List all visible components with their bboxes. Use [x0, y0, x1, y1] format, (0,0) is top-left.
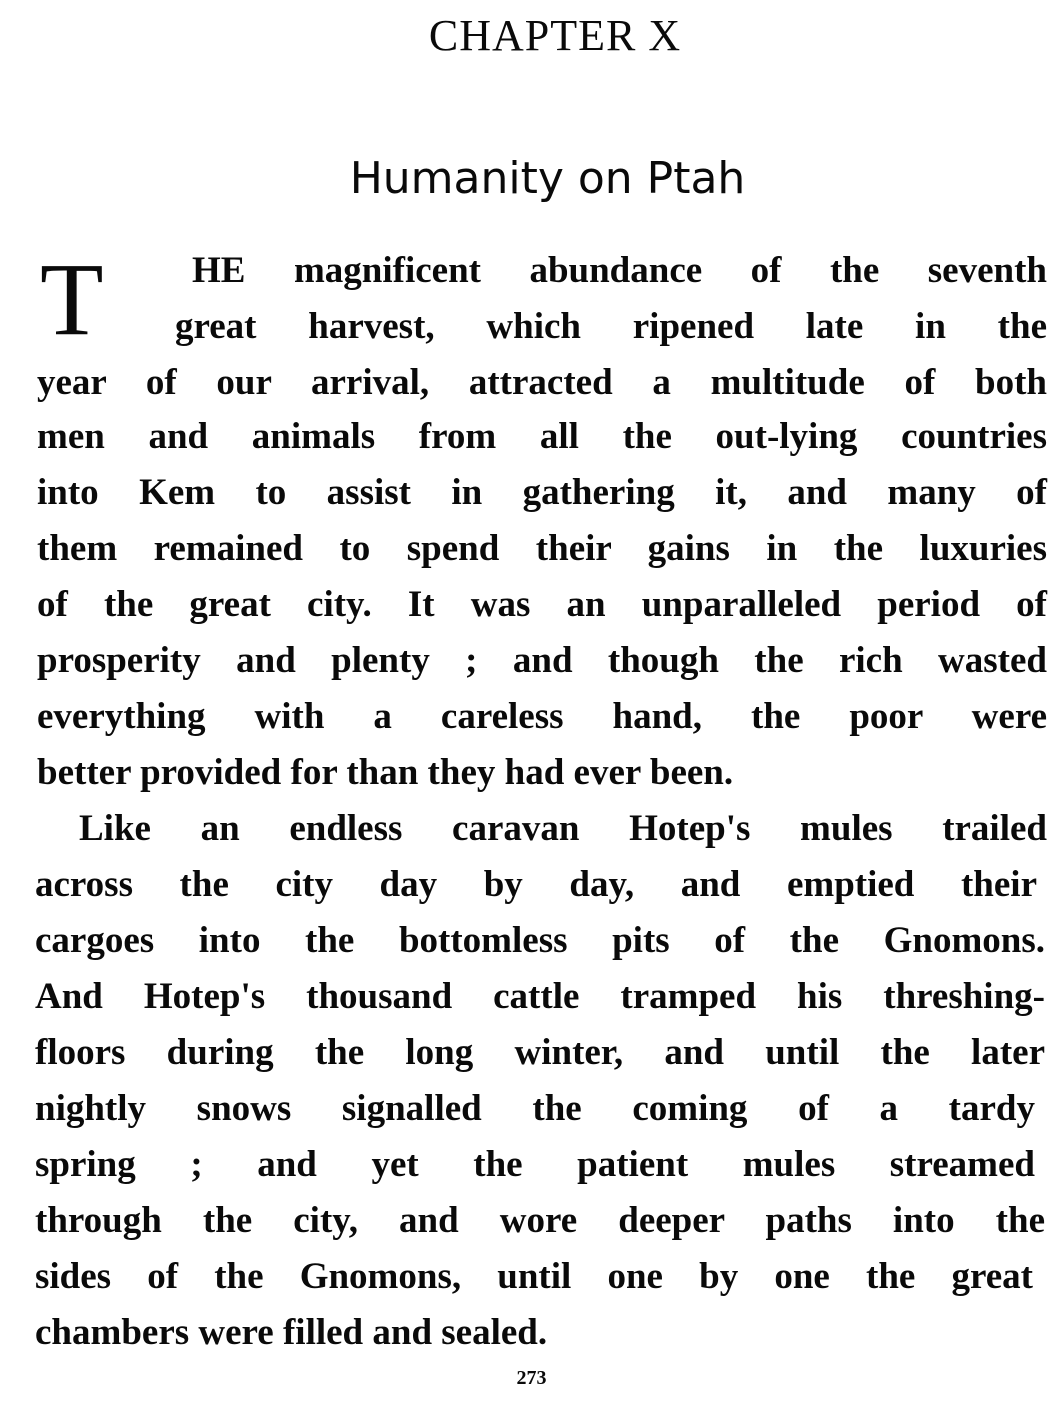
text-line: cargoes into the bottomless pits of the Gnomons. [35, 920, 1045, 961]
chapter-heading: CHAPTER X [428, 11, 682, 60]
text-line: better provided for than they had ever been. [37, 752, 734, 793]
text-line: them remained to spend their gains in the luxuries [37, 528, 1047, 569]
text-line: great harvest, which ripened late in the [175, 306, 1047, 347]
page-number: 273 [516, 1367, 547, 1389]
text-line: prosperity and plenty ; and though the rich wasted [37, 640, 1047, 681]
text-line: And Hotep's thousand cattle tramped his threshing- [35, 976, 1045, 1017]
text-line: across the city day by day, and emptied their [35, 864, 1037, 905]
text-line: chambers were filled and sealed. [35, 1312, 548, 1353]
text-line: floors during the long winter, and until the later [35, 1032, 1045, 1073]
text-line: of the great city. It was an unparalleled period of [37, 584, 1047, 625]
text-line: through the city, and wore deeper paths into the [35, 1200, 1045, 1241]
text-line: year of our arrival, attracted a multitude of both [37, 362, 1047, 403]
text-line: men and animals from all the out-lying countries [37, 416, 1047, 457]
text-line: HE magnificent abundance of the seventh [192, 250, 1047, 291]
text-line: into Kem to assist in gathering it, and many of [37, 472, 1047, 513]
text-line: sides of the Gnomons, until one by one the great [35, 1256, 1033, 1297]
text-line: spring ; and yet the patient mules streamed [35, 1144, 1035, 1185]
drop-cap: T [40, 242, 104, 357]
text-line: everything with a careless hand, the poor were [37, 696, 1047, 737]
text-line: Like an endless caravan Hotep's mules trailed [79, 808, 1047, 849]
text-line: nightly snows signalled the coming of a tardy [35, 1088, 1035, 1129]
chapter-title: Humanity on Ptah [349, 153, 746, 205]
